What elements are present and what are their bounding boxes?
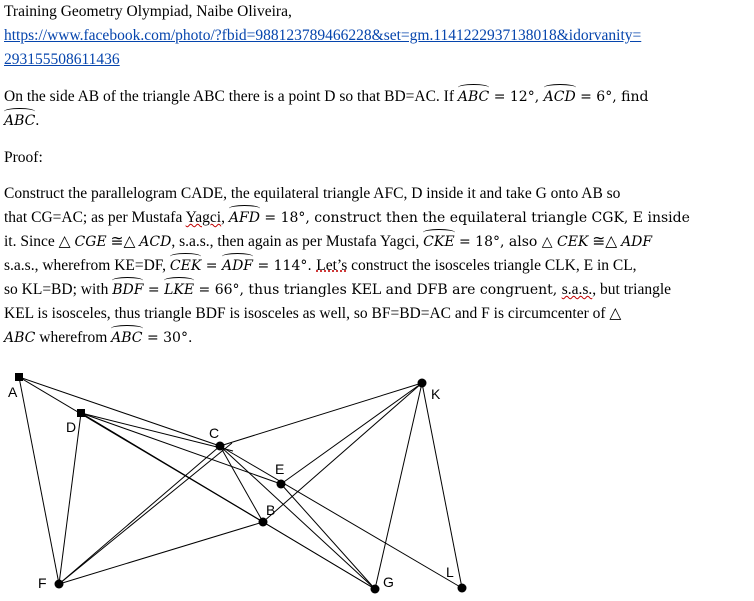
segment-FB	[59, 522, 263, 584]
segment-AF	[19, 377, 59, 584]
segment-CB	[220, 446, 263, 522]
segment-KG	[375, 383, 422, 589]
label-L: L	[446, 564, 454, 580]
point-G	[371, 585, 380, 594]
point-K	[418, 379, 427, 388]
facebook-link-line1[interactable]: https://www.facebook.com/photo/?fbid=988123789466228&set=gm.1141222937138018&idorvanity=	[4, 27, 642, 44]
segment-KL	[422, 383, 462, 588]
segment-FD	[59, 413, 81, 584]
label-E: E	[275, 461, 285, 477]
proof-paragraph: Construct the parallelogram CADE, the equilateral triangle AFC, D inside it and take G onto AB so that CG=AC; as per Mustafa Yagci, AFD = 18°, construct then the equilateral triangle CGK, E inside it. Since △ CGE ≅△ ACD, s.a.s., then again as per Mustafa Yagci, CKE = 18°, also △ CEK ≅△ ADF s.a.s., wherefrom KE=DF, CEK = ADF = 114°. Let’s construct the isosceles triangle CLK, E in CL, so KL=BD; with BDF = LKE = 66°, thus triangles KEL and DFB are congruent, s.a.s., but triangle KEL is isosceles, thus triangle BDF is isosceles as well, so BF=BD=AC and F is circumcenter of △ ABC wherefrom ABC = 30°.	[4, 182, 752, 350]
label-B: B	[266, 502, 276, 518]
segment-BG	[263, 522, 375, 589]
geometry-diagram	[0, 355, 754, 601]
facebook-link-line2[interactable]: 293155508611436	[4, 51, 120, 68]
segment-CL	[220, 446, 462, 588]
document-body	[4, 0, 752, 350]
label-K: K	[431, 386, 441, 402]
header-title: Training Geometry Olympiad, Naibe Oliveira,	[4, 3, 292, 20]
label-C: C	[209, 425, 220, 441]
problem-line1: On the side AB of the triangle ABC there is a point D so that BD=AC. If ABC = 12°, ACD = 6°, find	[4, 85, 752, 109]
segment-EG	[281, 484, 375, 589]
segment-FC	[59, 446, 220, 584]
point-L	[458, 584, 467, 593]
point-F	[55, 580, 64, 589]
proof-label: Proof:	[4, 149, 43, 166]
segment-CK	[220, 383, 422, 446]
segment-KE	[281, 383, 422, 484]
label-F: F	[38, 575, 47, 591]
point-D	[77, 409, 85, 417]
point-A	[15, 373, 23, 381]
label-A: A	[8, 384, 18, 400]
point-C	[216, 442, 225, 451]
problem-line2: ABC.	[4, 109, 752, 133]
label-D: D	[66, 419, 77, 435]
point-B	[259, 518, 268, 527]
label-G: G	[383, 574, 394, 590]
point-E	[277, 480, 286, 489]
segment-CG	[220, 446, 375, 589]
segment-F-extra	[59, 443, 232, 584]
segment-KB	[263, 383, 422, 522]
